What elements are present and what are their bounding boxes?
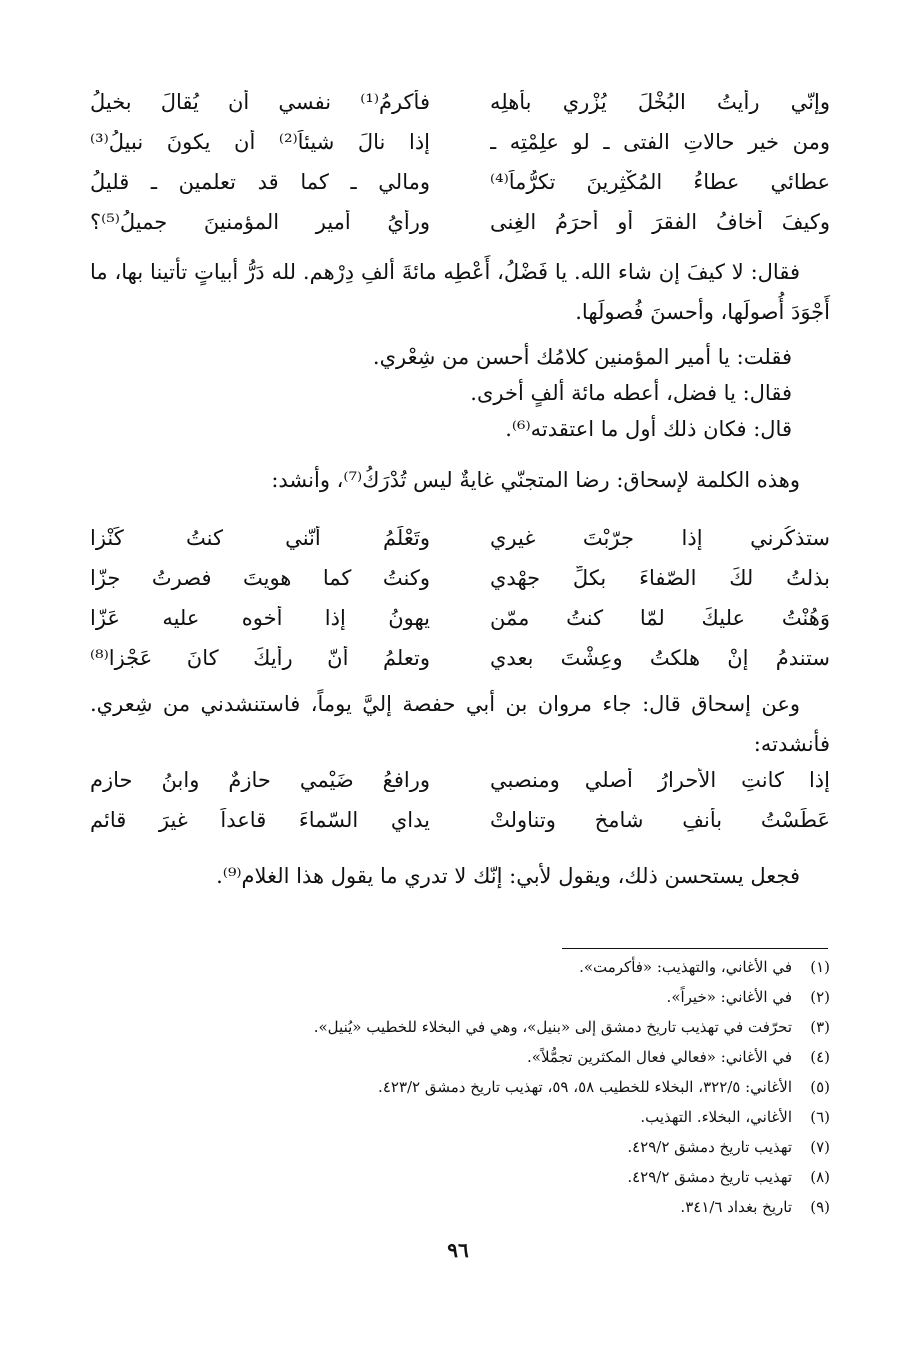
footnote — [90, 1162, 830, 1192]
text-line: فقال: يا فضل، أعطه مائة ألفٍ أخرى. — [470, 381, 792, 405]
first-hemistich: بذلتُ لكَ الصّفاءَ بكلِّ جهْدي — [490, 566, 830, 590]
footnotes — [90, 952, 830, 1222]
verse-line — [90, 162, 830, 202]
verse-line — [90, 518, 830, 558]
first-hemistich: عَطَسْتُ بأنفٍ شامخٍ وتناولتْ — [490, 808, 830, 832]
footnote-divider — [562, 948, 828, 949]
second-hemistich: وتَعْلَمُ أنّني كنتُ كَنْزا — [90, 526, 430, 550]
text-line: فقلت: يا أمير المؤمنين كلامُك أحسن من شِعْري. — [372, 345, 792, 369]
footnote — [90, 1192, 830, 1222]
footnote-text: الأغاني: ٣٢٢/٥، البخلاء للخطيب ٥٨، ٥٩، تهذيب تاريخ دمشق ٤٢٣/٢. — [378, 1078, 792, 1096]
first-hemistich: ستندمُ إنْ هلكتُ وعِشْتَ بعدي — [490, 646, 830, 670]
footnote-number: (٦) — [810, 1108, 830, 1126]
verse-line — [90, 558, 830, 598]
first-hemistich: ستذكُرني إذا جرّبْتَ غيري — [490, 526, 830, 550]
footnote — [90, 1102, 830, 1132]
footnote-number: (١) — [810, 958, 830, 976]
footnote — [90, 1012, 830, 1042]
second-hemistich: ورأيُ أميرِ المؤمنينَ جميلُ⁽⁵⁾؟ — [90, 210, 430, 234]
first-hemistich: وكيفَ أخافُ الفقرَ أو أُحرَمُ الغِنى — [490, 210, 830, 234]
footnote-number: (٢) — [810, 988, 830, 1006]
verse-group-1 — [90, 82, 830, 242]
second-hemistich: ورافعُ ضَيْمي حازمٌ وابنُ حازمِ — [90, 768, 430, 792]
footnote-text: في الأغاني، والتهذيب: «فأكرمت». — [579, 958, 792, 976]
footnote-number: (٩) — [810, 1198, 830, 1216]
second-hemistich: فأكرِمُ⁽¹⁾ نفسي أن يُقالَ بخيلُ — [90, 90, 430, 114]
footnote — [90, 1042, 830, 1072]
footnote — [90, 952, 830, 982]
footnote-text: الأغاني، البخلاء. التهذيب. — [640, 1108, 792, 1126]
second-hemistich: إذا نالَ شيئاً⁽²⁾ أن يكونَ نبيلُ⁽³⁾ — [90, 130, 430, 154]
second-hemistich: وتعلمُ أنّ رأيكَ كانَ عَجْزا⁽⁸⁾ — [90, 646, 430, 670]
footnote-number: (٤) — [810, 1048, 830, 1066]
second-hemistich: يهونُ إذا أخوه عليه عَزّا — [90, 606, 430, 630]
second-hemistich: يداي السّماءَ قاعداً غيرَ قائمِ — [90, 808, 430, 832]
verse-line — [90, 760, 830, 800]
verse-line — [90, 82, 830, 122]
first-hemistich: وَهُنْتُ عليكَ لمّا كنتُ ممّن — [490, 606, 830, 630]
verse-line — [90, 800, 830, 840]
footnote — [90, 982, 830, 1012]
footnote-number: (٣) — [810, 1018, 830, 1036]
second-hemistich: ومالي ـ كما قد تعلمين ـ قليلُ — [90, 170, 430, 194]
paragraph: وهذه الكلمة لإسحاق: رضا المتجنّي غايةٌ ليس تُدْرَكُ⁽⁷⁾، وأنشد: — [271, 468, 800, 492]
first-hemistich: عطائي عطاءُ المُكْثِرينَ تكرُّماً⁽⁴⁾ — [490, 170, 830, 194]
footnote-text: تهذيب تاريخ دمشق ٤٢٩/٢. — [627, 1168, 792, 1186]
footnote-text: تاريخ بغداد ٣٤١/٦. — [680, 1198, 792, 1216]
footnote-text: في الأغاني: «فعالي فعال المكثرين تجمُّلاً». — [527, 1048, 792, 1066]
footnote-text: في الأغاني: «خيراً». — [666, 988, 792, 1006]
page-number: ٩٦ — [447, 1238, 469, 1262]
footnote — [90, 1132, 830, 1162]
paragraph: وعن إسحاق قال: جاء مروان بن أبي حفصة إليَّ يوماً، فاستنشدني من شِعري. فأنشدته: — [90, 692, 830, 756]
footnote-text: تحرّفت في تهذيب تاريخ دمشق إلى «بنيل»، وهي في البخلاء للخطيب «يُنيل». — [313, 1018, 792, 1036]
verse-line — [90, 638, 830, 678]
paragraph: فقال: لا كيفَ إن شاء الله. يا فَضْلُ، أَعْطِه مائةَ ألفِ دِرْهم. لله دَرُّ أبياتٍ تأتينا بها، ما أَجْوَدَ أُصولَها، وأحسنَ فُصولَها. — [90, 260, 830, 324]
text-line: قال: فكان ذلك أول ما اعتقدته⁽⁶⁾. — [505, 417, 792, 441]
verse-line — [90, 202, 830, 242]
first-hemistich: إذا كانتِ الأحرارُ أصلي ومنصبي — [490, 768, 830, 792]
verse-group-2 — [90, 518, 830, 678]
footnote-number: (٥) — [810, 1078, 830, 1096]
verse-line — [90, 598, 830, 638]
verse-line — [90, 122, 830, 162]
verse-group-3 — [90, 760, 830, 840]
first-hemistich: وإنّي رأيتُ البُخْلَ يُزْري بأهلِه — [490, 90, 830, 114]
first-hemistich: ومن خيرِ حالاتِ الفتى ـ لو علِمْتِه ـ — [490, 130, 830, 154]
footnote — [90, 1072, 830, 1102]
footnote-number: (٧) — [810, 1138, 830, 1156]
second-hemistich: وكنتُ كما هويتَ فصرتُ جزّا — [90, 566, 430, 590]
footnote-number: (٨) — [810, 1168, 830, 1186]
paragraph: فجعل يستحسن ذلك، ويقول لأبي: إنّك لا تدري ما يقول هذا الغلام⁽⁹⁾. — [216, 864, 800, 888]
footnote-text: تهذيب تاريخ دمشق ٤٢٩/٢. — [627, 1138, 792, 1156]
